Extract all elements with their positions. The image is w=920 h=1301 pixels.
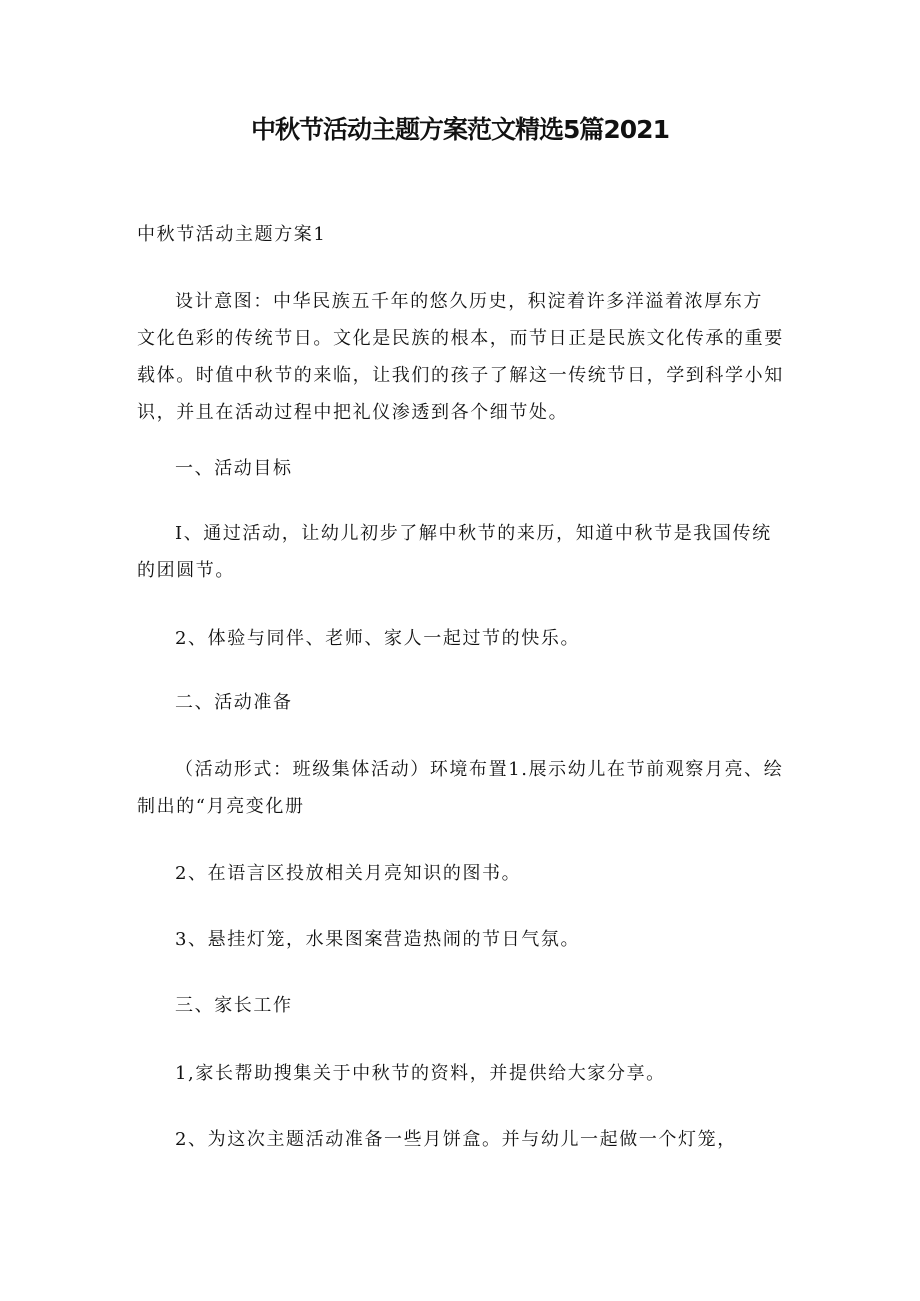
prep-item-3: 3、悬挂灯笼，水果图案营造热闹的节日气氛。 xyxy=(175,929,581,950)
intro-line: 设计意图：中华民族五千年的悠久历史，积淀着许多洋溢着浓厚东方 xyxy=(175,291,763,312)
parents-heading: 三、家长工作 xyxy=(175,995,293,1016)
goals-heading: 一、活动目标 xyxy=(175,458,293,479)
prep-item-1-line: 制出的“月亮变化册 xyxy=(137,796,305,817)
goals-item-1 xyxy=(137,515,797,589)
intro-line: 识，并且在活动过程中把礼仪渗透到各个细节处。 xyxy=(137,402,569,423)
parents-item-1: 1,家长帮助搜集关于中秋节的资料，并提供给大家分享。 xyxy=(175,1063,666,1084)
parents-item-2: 2、为这次主题活动准备一些月饼盒。并与幼儿一起做一个灯笼， xyxy=(175,1129,737,1150)
prep-item-2: 2、在语言区投放相关月亮知识的图书。 xyxy=(175,863,522,884)
section-heading: 中秋节活动主题方案1 xyxy=(137,224,327,245)
goals-item-1-line: I、通过活动，让幼儿初步了解中秋节的来历，知道中秋节是我国传统 xyxy=(175,523,772,544)
goals-item-2: 2、体验与同伴、老师、家人一起过节的快乐。 xyxy=(175,628,581,649)
intro-line: 载体。时值中秋节的来临，让我们的孩子了解这一传统节日，学到科学小知 xyxy=(137,365,784,386)
prep-heading: 二、活动准备 xyxy=(175,692,293,713)
document-title: 中秋节活动主题方案范文精选5篇2021 xyxy=(251,115,669,144)
goals-item-1-line: 的团圆节。 xyxy=(137,560,235,581)
intro-paragraph xyxy=(137,283,797,431)
prep-item-1-line: （活动形式：班级集体活动）环境布置1.展示幼儿在节前观察月亮、绘 xyxy=(175,759,784,780)
prep-item-1 xyxy=(137,751,797,825)
intro-line: 文化色彩的传统节日。文化是民族的根本，而节日正是民族文化传承的重要 xyxy=(137,328,784,349)
